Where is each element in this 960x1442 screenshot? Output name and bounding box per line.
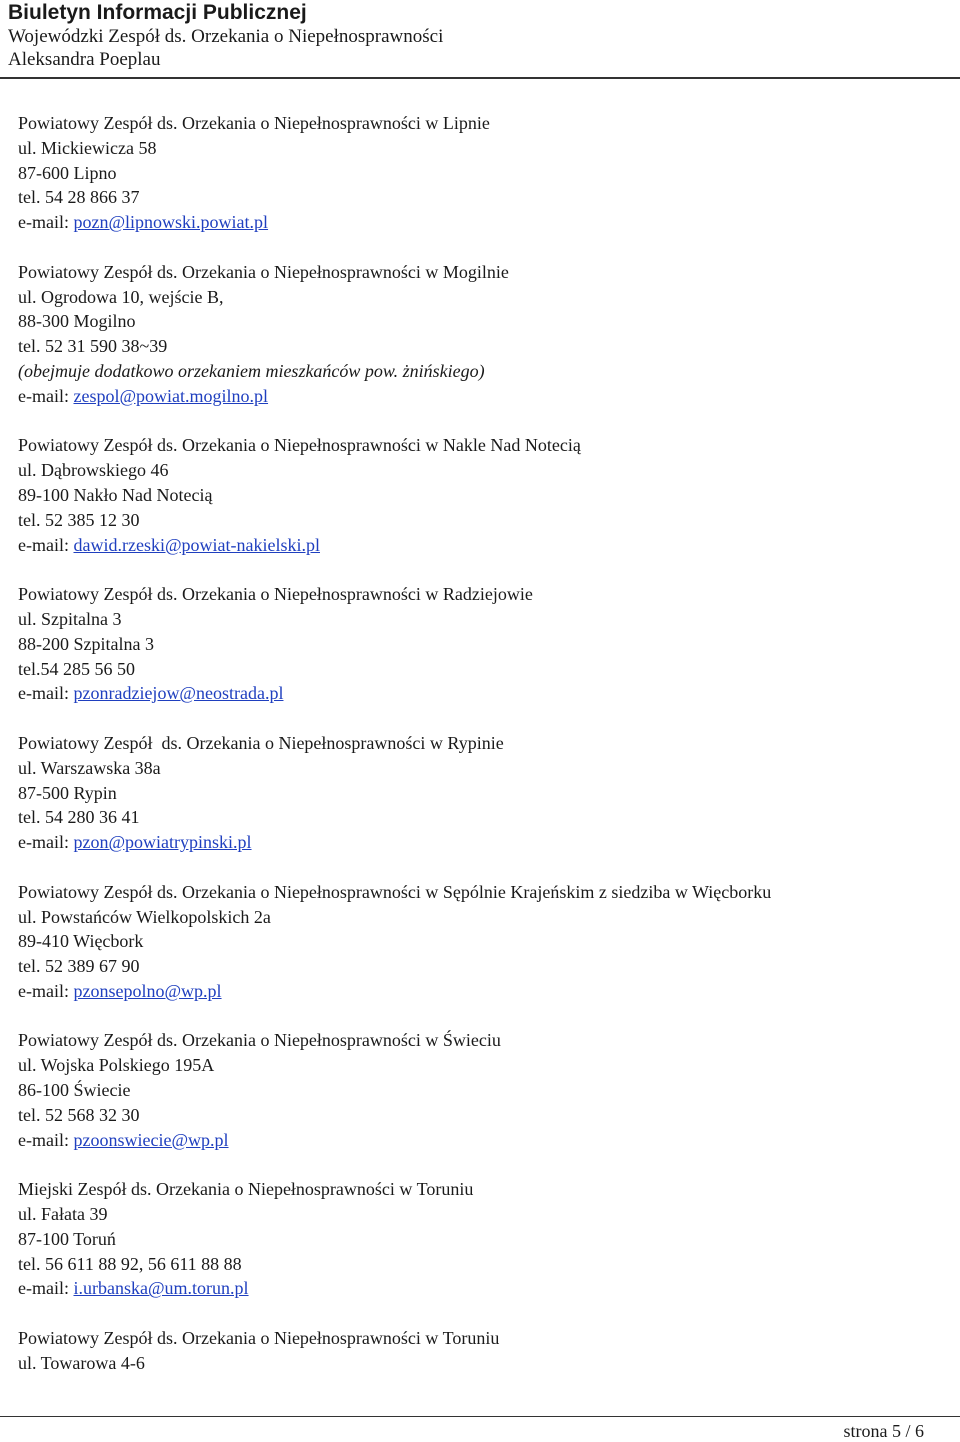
office-name: Powiatowy Zespół ds. Orzekania o Niepełnosprawności w Toruniu	[18, 1328, 500, 1349]
header-author: Aleksandra Poeplau	[8, 49, 161, 70]
office-note: (obejmuje dodatkowo orzekaniem mieszkańców pow. żnińskiego)	[18, 360, 485, 381]
office-street: ul. Powstańców Wielkopolskich 2a	[18, 906, 271, 927]
office-name: Powiatowy Zespół ds. Orzekania o Niepełnosprawności w Rypinie	[18, 732, 504, 753]
email-link[interactable]: dawid.rzeski@powiat-nakielski.pl	[73, 534, 320, 555]
office-entry-swiecie	[18, 1028, 948, 1152]
email-label: e-mail:	[18, 1129, 69, 1150]
page-number: strona 5 / 6	[843, 1421, 924, 1441]
office-city: 86-100 Świecie	[18, 1080, 131, 1101]
office-street: ul. Dąbrowskiego 46	[18, 460, 169, 481]
email-link[interactable]: zespol@powiat.mogilno.pl	[73, 385, 269, 406]
email-link[interactable]: pzoonswiecie@wp.pl	[73, 1129, 229, 1150]
office-entry-mogilno	[18, 260, 948, 409]
office-phone: tel. 52 385 12 30	[18, 509, 140, 530]
email-link[interactable]: pzonsepolno@wp.pl	[73, 980, 222, 1001]
office-phone: tel. 52 31 590 38~39	[18, 336, 168, 357]
email-link[interactable]: pzonradziejow@neostrada.pl	[73, 683, 284, 704]
office-phone: tel.54 285 56 50	[18, 658, 135, 679]
office-email-row	[18, 979, 948, 1004]
office-name: Powiatowy Zespół ds. Orzekania o Niepełnosprawności w Mogilnie	[18, 261, 509, 282]
header-subtitle: Wojewódzki Zespół ds. Orzekania o Niepełnosprawności	[8, 26, 444, 47]
office-city: 89-410 Więcbork	[18, 931, 144, 952]
office-entry-lipno	[18, 111, 948, 235]
email-label: e-mail:	[18, 980, 69, 1001]
email-label: e-mail:	[18, 212, 69, 233]
office-phone: tel. 56 611 88 92, 56 611 88 88	[18, 1253, 242, 1274]
office-entry-radziejow	[18, 582, 948, 706]
email-label: e-mail:	[18, 534, 69, 555]
email-label: e-mail:	[18, 385, 69, 406]
office-city: 87-100 Toruń	[18, 1228, 116, 1249]
email-link[interactable]: pozn@lipnowski.powiat.pl	[73, 212, 269, 233]
office-email-row	[18, 681, 948, 706]
office-entry-naklo	[18, 433, 948, 557]
email-label: e-mail:	[18, 683, 69, 704]
office-phone: tel. 54 28 866 37	[18, 187, 140, 208]
office-street: ul. Fałata 39	[18, 1204, 108, 1225]
office-city: 88-200 Szpitalna 3	[18, 633, 154, 654]
email-link[interactable]: i.urbanska@um.torun.pl	[73, 1278, 249, 1299]
header-title: Biuletyn Informacji Publicznej	[8, 1, 307, 24]
office-entry-torun-powiatowy	[18, 1326, 948, 1376]
office-city: 87-500 Rypin	[18, 782, 117, 803]
office-email-row	[18, 210, 948, 235]
office-name: Miejski Zespół ds. Orzekania o Niepełnosprawności w Toruniu	[18, 1179, 474, 1200]
office-email-row	[18, 830, 948, 855]
office-email-row	[18, 1276, 948, 1301]
office-email-row	[18, 533, 948, 558]
office-name: Powiatowy Zespół ds. Orzekania o Niepełnosprawności w Nakle Nad Notecią	[18, 435, 581, 456]
office-email-row	[18, 384, 948, 409]
document-header	[0, 0, 960, 79]
email-link[interactable]: pzon@powiatrypinski.pl	[73, 832, 252, 853]
office-phone: tel. 52 568 32 30	[18, 1104, 140, 1125]
email-label: e-mail:	[18, 1278, 69, 1299]
office-city: 87-600 Lipno	[18, 162, 117, 183]
office-email-row	[18, 1128, 948, 1153]
office-street: ul. Ogrodowa 10, wejście B,	[18, 286, 224, 307]
office-phone: tel. 54 280 36 41	[18, 807, 140, 828]
email-label: e-mail:	[18, 832, 69, 853]
office-list	[18, 111, 948, 1400]
office-street: ul. Towarowa 4-6	[18, 1352, 145, 1373]
office-name: Powiatowy Zespół ds. Orzekania o Niepełnosprawności w Sępólnie Krajeńskim z siedziba w Więcborku	[18, 881, 772, 902]
office-entry-torun-miejski	[18, 1177, 948, 1301]
office-street: ul. Mickiewicza 58	[18, 137, 157, 158]
office-name: Powiatowy Zespół ds. Orzekania o Niepełnosprawności w Świeciu	[18, 1030, 501, 1051]
office-street: ul. Warszawska 38a	[18, 757, 161, 778]
office-street: ul. Szpitalna 3	[18, 608, 122, 629]
office-name: Powiatowy Zespół ds. Orzekania o Niepełnosprawności w Lipnie	[18, 113, 490, 133]
office-phone: tel. 52 389 67 90	[18, 956, 140, 977]
office-city: 89-100 Nakło Nad Notecią	[18, 484, 213, 505]
office-entry-rypin	[18, 731, 948, 855]
office-entry-sepolno	[18, 880, 948, 1004]
office-city: 88-300 Mogilno	[18, 311, 136, 332]
office-street: ul. Wojska Polskiego 195A	[18, 1055, 215, 1076]
office-name: Powiatowy Zespół ds. Orzekania o Niepełnosprawności w Radziejowie	[18, 584, 533, 605]
document-footer	[0, 1416, 960, 1441]
